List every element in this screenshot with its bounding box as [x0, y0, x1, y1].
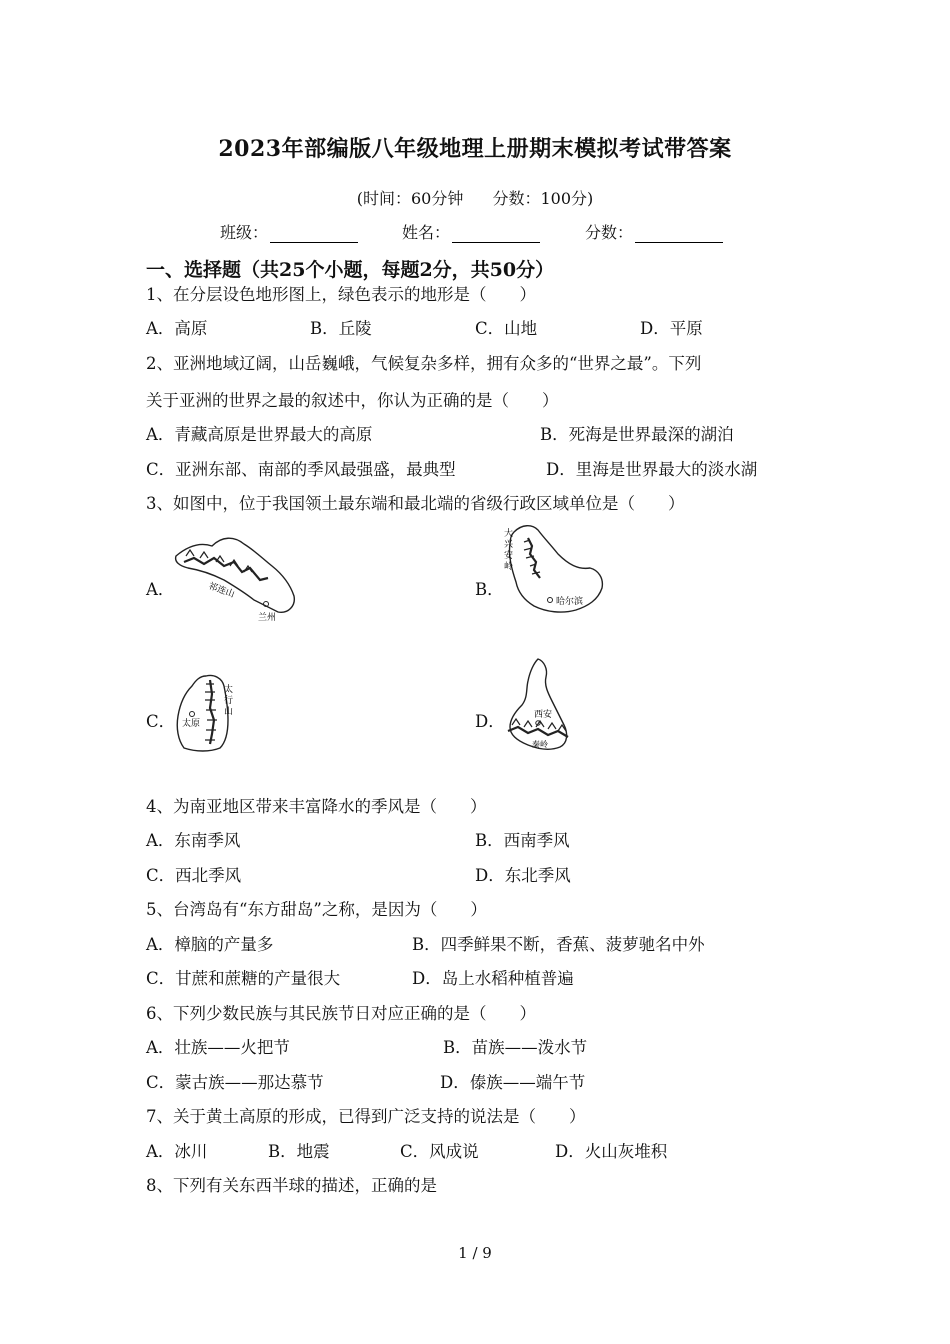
- map-c-mountain-char-1: 太: [224, 685, 234, 695]
- map-d-mountain-label: 秦岭: [532, 740, 548, 749]
- q2-option-c[interactable]: C．亚洲东部、南部的季风最强盛，最典型: [146, 460, 456, 479]
- map-b-mountain-char-1: 大: [504, 529, 514, 539]
- q3-option-c[interactable]: C．: [146, 712, 176, 731]
- q4-option-c[interactable]: C．西北季风: [146, 866, 242, 885]
- question-5-stem: 5、台湾岛有“东方甜岛”之称，是因为（ ）: [146, 900, 487, 919]
- map-c-mountain-char-2: 行: [224, 696, 234, 706]
- question-3-stem: 3、如图中，位于我国领土最东端和最北端的省级行政区域单位是（ ）: [146, 494, 685, 513]
- map-a-city-label: 兰州: [258, 613, 277, 623]
- q6-option-d[interactable]: D．傣族——端午节: [440, 1073, 586, 1092]
- exam-time: (时间：60分钟: [356, 189, 464, 208]
- q3-option-d[interactable]: D．: [475, 712, 505, 731]
- q5-option-d[interactable]: D．岛上水稻种植普遍: [412, 969, 574, 988]
- score-label: 分数：: [585, 223, 634, 242]
- q2-option-a[interactable]: A．青藏高原是世界最大的高原: [146, 425, 373, 444]
- q7-option-a[interactable]: A．冰川: [146, 1142, 208, 1161]
- map-c-city-dot: [190, 712, 195, 717]
- map-gansu: [170, 528, 310, 623]
- q6-option-a[interactable]: A．壮族——火把节: [146, 1038, 290, 1057]
- name-blank[interactable]: [452, 226, 540, 243]
- q1-option-c[interactable]: C．山地: [475, 319, 538, 338]
- exam-score: 分数：100分): [492, 189, 594, 208]
- class-field: [220, 220, 358, 243]
- question-2-stem-line2: 关于亚洲的世界之最的叙述中，你认为正确的是（ ）: [146, 391, 559, 410]
- q7-option-d[interactable]: D．火山灰堆积: [555, 1142, 668, 1161]
- name-label: 姓名：: [402, 223, 451, 242]
- map-c-mountain-char-3: 山: [224, 707, 234, 717]
- q7-option-b[interactable]: B．地震: [268, 1142, 330, 1161]
- question-6-stem: 6、下列少数民族与其民族节日对应正确的是（ ）: [146, 1004, 536, 1023]
- q3-option-b[interactable]: B．: [475, 580, 504, 599]
- map-b-mountain-char-3: 安: [504, 551, 514, 561]
- map-a-mountain-label: 祁连山: [206, 581, 236, 601]
- score-field: [585, 220, 723, 243]
- q1-option-b[interactable]: B．丘陵: [310, 319, 372, 338]
- map-d-city-label: 西安: [534, 710, 553, 720]
- map-shanxi: [170, 670, 245, 755]
- score-blank[interactable]: [635, 226, 723, 243]
- q3-option-a[interactable]: A．: [146, 580, 175, 599]
- q4-option-a[interactable]: A．东南季风: [146, 831, 241, 850]
- page-title: 2023年部编版八年级地理上册期末模拟考试带答案: [218, 136, 732, 162]
- q4-option-b[interactable]: B．西南季风: [475, 831, 570, 850]
- q5-option-c[interactable]: C．甘蔗和蔗糖的产量很大: [146, 969, 341, 988]
- section-heading: 一、选择题（共25个小题，每题2分，共50分）: [146, 259, 555, 281]
- question-7-stem: 7、关于黄土高原的形成，已得到广泛支持的说法是（ ）: [146, 1107, 586, 1126]
- question-4-stem: 4、为南亚地区带来丰富降水的季风是（ ）: [146, 797, 487, 816]
- q7-option-c[interactable]: C．风成说: [400, 1142, 479, 1161]
- q1-option-a[interactable]: A．高原: [146, 319, 208, 338]
- map-heilongjiang: [498, 520, 613, 620]
- map-shaanxi: [498, 655, 578, 755]
- name-field: [402, 220, 540, 243]
- page-number: 1 / 9: [458, 1244, 492, 1262]
- q2-option-d[interactable]: D．里海是世界最大的淡水湖: [546, 460, 758, 479]
- map-b-mountain-char-2: 兴: [504, 540, 514, 550]
- map-b-mountain-char-4: 岭: [504, 562, 514, 572]
- exam-meta: [0, 186, 950, 209]
- q1-option-d[interactable]: D．平原: [640, 319, 703, 338]
- q6-option-b[interactable]: B．苗族——泼水节: [443, 1038, 588, 1057]
- q5-option-b[interactable]: B．四季鲜果不断，香蕉、菠萝驰名中外: [412, 935, 705, 954]
- map-b-city-label: 哈尔滨: [556, 597, 584, 607]
- class-blank[interactable]: [270, 226, 358, 243]
- q6-option-c[interactable]: C．蒙古族——那达慕节: [146, 1073, 324, 1092]
- map-c-city-label: 太原: [182, 719, 201, 729]
- question-2-stem-line1: 2、亚洲地域辽阔，山岳巍峨，气候复杂多样，拥有众多的“世界之最”。下列: [146, 354, 702, 373]
- q4-option-d[interactable]: D．东北季风: [475, 866, 571, 885]
- q2-option-b[interactable]: B．死海是世界最深的湖泊: [540, 425, 734, 444]
- question-1-stem: 1、在分层设色地形图上，绿色表示的地形是（ ）: [146, 285, 536, 304]
- q5-option-a[interactable]: A．樟脑的产量多: [146, 935, 274, 954]
- class-label: 班级：: [220, 223, 269, 242]
- question-8-stem: 8、下列有关东西半球的描述，正确的是: [146, 1176, 437, 1195]
- map-b-city-dot: [548, 598, 553, 603]
